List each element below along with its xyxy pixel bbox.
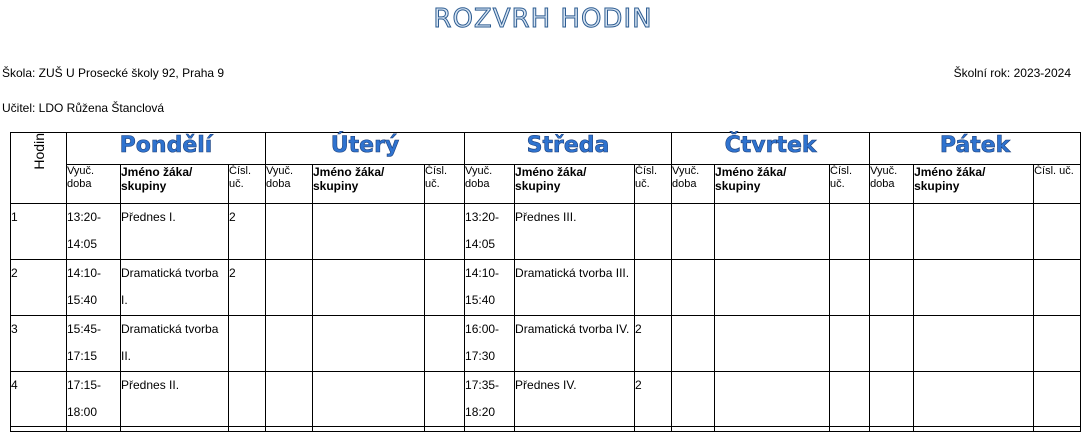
name-subheader: Jméno žáka/ skupiny: [715, 165, 830, 204]
empty-cell: [67, 427, 121, 432]
lesson-name: [715, 316, 830, 372]
lesson-time: [672, 204, 715, 260]
lesson-room: [830, 316, 870, 372]
lesson-room: [1034, 260, 1081, 316]
lesson-name: Přednes IV.: [515, 372, 635, 427]
hour-number: 4: [11, 372, 67, 427]
hour-header-label: Hodin: [30, 133, 47, 170]
lesson-name: [313, 260, 425, 316]
table-row-cut: [11, 427, 1081, 432]
empty-cell: [870, 427, 914, 432]
lesson-time: 17:35-18:20: [465, 372, 515, 427]
day-header-utery: Úterý: [266, 133, 465, 165]
lesson-time: 14:10-15:40: [67, 260, 121, 316]
lesson-room: [425, 372, 465, 427]
lesson-name: [715, 260, 830, 316]
lesson-room: 2: [635, 316, 672, 372]
empty-cell: [11, 427, 67, 432]
lesson-name: Dramatická tvorba I.: [121, 260, 229, 316]
lesson-room: [425, 204, 465, 260]
lesson-time: [870, 372, 914, 427]
lesson-room: [229, 372, 266, 427]
lesson-time: [870, 260, 914, 316]
school-year: Školní rok: 2023-2024: [953, 66, 1071, 80]
empty-cell: [914, 427, 1034, 432]
table-row: [11, 316, 1081, 372]
lesson-name: [313, 372, 425, 427]
name-subheader: Jméno žáka/ skupiny: [914, 165, 1034, 204]
empty-cell: [1034, 427, 1081, 432]
lesson-room: [425, 260, 465, 316]
hour-number: 2: [11, 260, 67, 316]
lesson-room: [229, 316, 266, 372]
lesson-time: [266, 372, 313, 427]
lesson-time: 15:45-17:15: [67, 316, 121, 372]
lesson-name: Dramatická tvorba IV.: [515, 316, 635, 372]
time-subheader: Vyuč. doba: [67, 165, 121, 204]
lesson-name: [715, 372, 830, 427]
lesson-room: 2: [229, 260, 266, 316]
lesson-room: [1034, 316, 1081, 372]
lesson-time: [870, 204, 914, 260]
empty-cell: [229, 427, 266, 432]
lesson-name: [313, 316, 425, 372]
lesson-room: [635, 260, 672, 316]
lesson-time: [672, 260, 715, 316]
lesson-room: [1034, 204, 1081, 260]
lesson-name: [914, 372, 1034, 427]
lesson-time: [266, 204, 313, 260]
empty-cell: [313, 427, 425, 432]
empty-cell: [635, 427, 672, 432]
day-header-pondeli: Pondělí: [67, 133, 266, 165]
page-title: ROZVRH HODIN: [433, 4, 653, 34]
school-info: Škola: ZUŠ U Prosecké školy 92, Praha 9: [2, 66, 225, 80]
lesson-time: [870, 316, 914, 372]
time-subheader: Vyuč. doba: [672, 165, 715, 204]
lesson-name: Přednes III.: [515, 204, 635, 260]
teacher-info: Učitel: LDO Růžena Štanclová: [2, 101, 165, 115]
lesson-name: [914, 316, 1034, 372]
empty-cell: [121, 427, 229, 432]
time-subheader: Vyuč. doba: [870, 165, 914, 204]
lesson-room: [830, 260, 870, 316]
lesson-room: 2: [229, 204, 266, 260]
hour-number: 3: [11, 316, 67, 372]
table-row: [11, 372, 1081, 427]
empty-cell: [715, 427, 830, 432]
lesson-time: 13:20-14:05: [67, 204, 121, 260]
lesson-time: [266, 260, 313, 316]
room-subheader: Čísl. uč.: [229, 165, 266, 204]
empty-cell: [266, 427, 313, 432]
day-header-streda: Středa: [465, 133, 672, 165]
lesson-room: [1034, 372, 1081, 427]
lesson-room: [635, 204, 672, 260]
lesson-time: 17:15-18:00: [67, 372, 121, 427]
name-subheader: Jméno žáka/ skupiny: [121, 165, 229, 204]
table-row: [11, 260, 1081, 316]
day-header-ctvrtek: Čtvrtek: [672, 133, 870, 165]
lesson-time: [672, 372, 715, 427]
lesson-name: Dramatická tvorba III.: [515, 260, 635, 316]
lesson-name: [313, 204, 425, 260]
hour-column-header: [11, 133, 67, 204]
lesson-name: [914, 204, 1034, 260]
lesson-room: [830, 204, 870, 260]
lesson-room: 2: [635, 372, 672, 427]
name-subheader: Jméno žáka/ skupiny: [515, 165, 635, 204]
room-subheader: Čísl. uč.: [635, 165, 672, 204]
lesson-time: 13:20-14:05: [465, 204, 515, 260]
empty-cell: [515, 427, 635, 432]
table-row: [11, 204, 1081, 260]
lesson-time: [266, 316, 313, 372]
name-subheader: Jméno žáka/ skupiny: [313, 165, 425, 204]
room-subheader: Čísl. uč.: [830, 165, 870, 204]
time-subheader: Vyuč. doba: [266, 165, 313, 204]
lesson-name: Přednes II.: [121, 372, 229, 427]
day-header-patek: Pátek: [870, 133, 1081, 165]
lesson-room: [830, 372, 870, 427]
hour-number: 1: [11, 204, 67, 260]
room-subheader: Čísl. uč.: [1034, 165, 1081, 204]
lesson-name: [715, 204, 830, 260]
lesson-time: 16:00-17:30: [465, 316, 515, 372]
lesson-time: 14:10-15:40: [465, 260, 515, 316]
lesson-room: [425, 316, 465, 372]
empty-cell: [672, 427, 715, 432]
room-subheader: Čísl. uč.: [425, 165, 465, 204]
lesson-name: Přednes I.: [121, 204, 229, 260]
lesson-name: [914, 260, 1034, 316]
empty-cell: [465, 427, 515, 432]
time-subheader: Vyuč. doba: [465, 165, 515, 204]
lesson-time: [672, 316, 715, 372]
lesson-name: Dramatická tvorba II.: [121, 316, 229, 372]
empty-cell: [830, 427, 870, 432]
empty-cell: [425, 427, 465, 432]
timetable: [10, 132, 1081, 432]
